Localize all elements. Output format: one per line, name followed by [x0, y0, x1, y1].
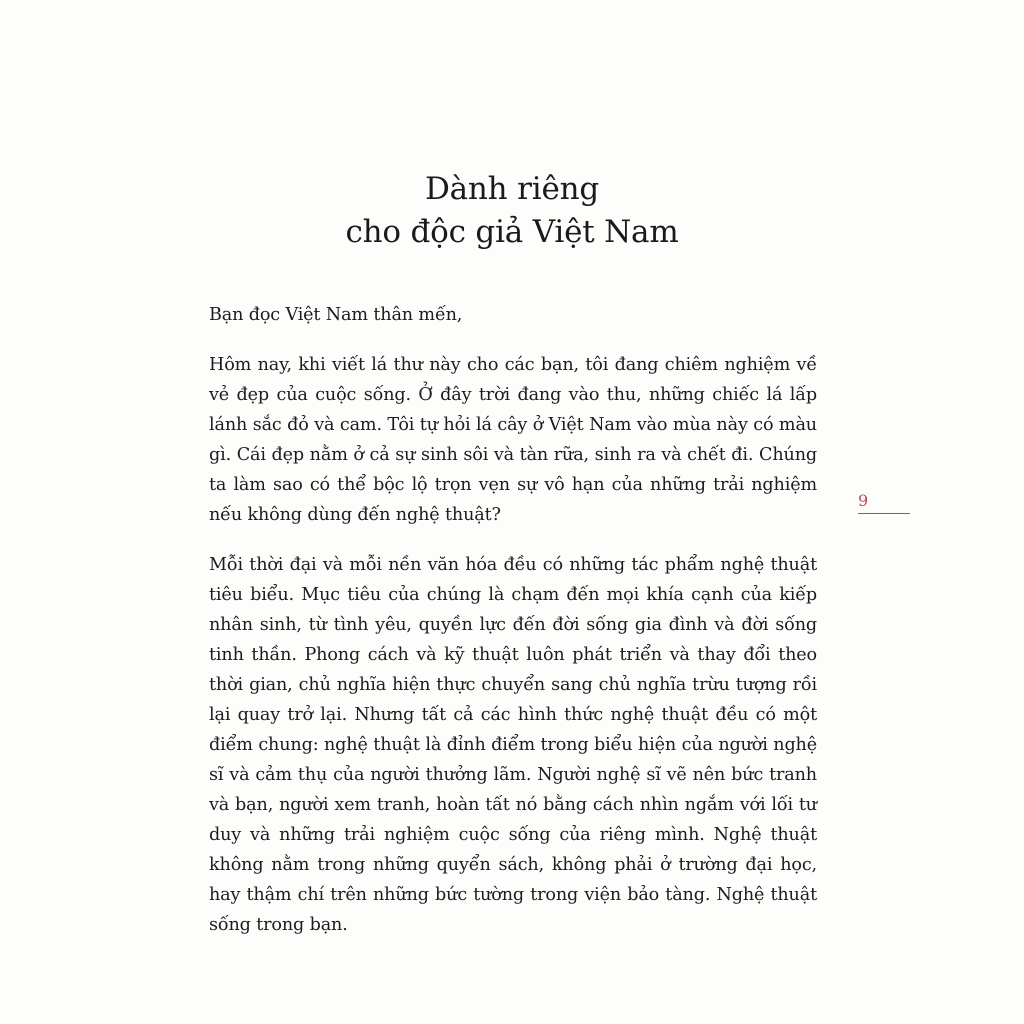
letter-paragraph-1: Hôm nay, khi viết lá thư này cho các bạn, tôi đang chiêm nghiệm về vẻ đẹp của cuộc sống. Ở đây trời đang vào thu, những chiếc lá lấp lánh sắc đỏ và cam. Tôi tự hỏi lá cây ở Việt Nam vào mùa này có màu gì. Cái đẹp nằm ở cả sự sinh sôi và tàn rữa, sinh ra và chết đi. Chúng ta làm sao có thể bộc lộ trọn vẹn sự vô hạn của những trải nghiệm nếu không dùng đến nghệ thuật? — [209, 355, 817, 525]
page-number-rule — [858, 513, 910, 514]
title-line-2: cho độc giả Việt Nam — [345, 214, 679, 250]
page-number: 9 — [858, 491, 869, 510]
title-line-1: Dành riêng — [424, 171, 599, 207]
letter-body — [209, 300, 817, 940]
letter-greeting: Bạn đọc Việt Nam thân mến, — [209, 305, 463, 325]
page-title — [262, 168, 762, 254]
letter-paragraph-2: Mỗi thời đại và mỗi nền văn hóa đều có những tác phẩm nghệ thuật tiêu biểu. Mục tiêu của chúng là chạm đến mọi khía cạnh của kiếp nhân sinh, từ tình yêu, quyền lực đến đời sống gia đình và đời sống tinh thần. Phong cách và kỹ thuật luôn phát triển và thay đổi theo thời gian, chủ nghĩa hiện thực chuyển sang chủ nghĩa trừu tượng rồi lại quay trở lại. Nhưng tất cả các hình thức nghệ thuật đều có một điểm chung: nghệ thuật là đỉnh điểm trong biểu hiện của người nghệ sĩ và cảm thụ của người thưởng lãm. Người nghệ sĩ vẽ nên bức tranh và bạn, người xem tranh, hoàn tất nó bằng cách nhìn ngắm với lối tư duy và những trải nghiệm cuộc sống của riêng mình. Nghệ thuật không nằm trong những quyển sách, không phải ở trường đại học, hay thậm chí trên những bức tường trong viện bảo tàng. Nghệ thuật sống trong bạn. — [209, 555, 817, 935]
